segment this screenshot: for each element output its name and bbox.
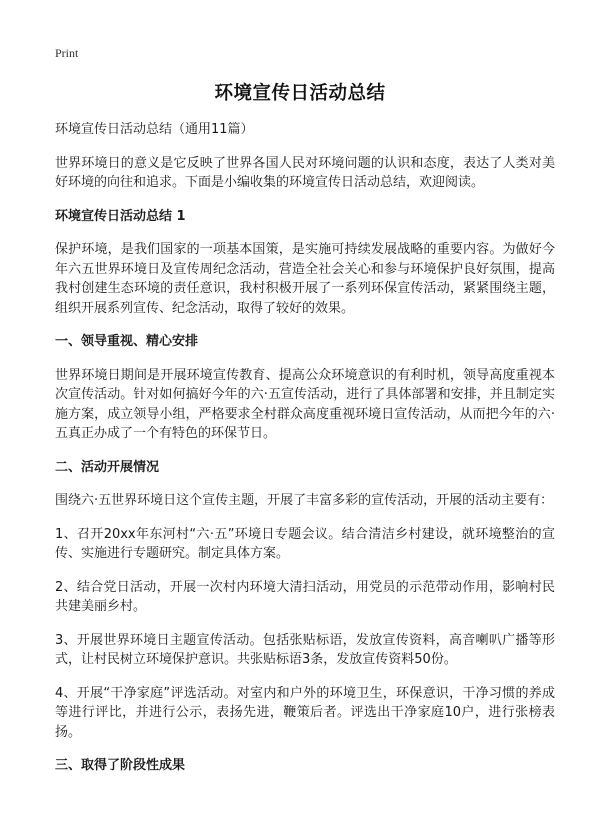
- list-item: 2、结合党日活动，开展一次村内环境大清扫活动，用党员的示范带动作用，影响村民共建美丽乡村。: [55, 579, 555, 614]
- subsection-heading: 二、活动开展情况: [55, 459, 160, 475]
- section-heading: 环境宣传日活动总结 1: [55, 208, 186, 224]
- document-body: [55, 120, 555, 790]
- intro-paragraph: 世界环境日的意义是它反映了世界各国人民对环境问题的认识和态度，表达了人类对美好环境的向往和追求。下面是小编收集的环境宣传日活动总结，欢迎阅读。: [55, 155, 555, 190]
- list-item: 1、召开20xx年东河村“六·五”环境日专题会议。结合清洁乡村建设，就环境整治的宣传、实施进行专题研究。制定具体方案。: [55, 526, 555, 561]
- subsection-paragraph: 围绕六·五世界环境日这个宣传主题，开展了丰富多彩的宣传活动，开展的活动主要有：: [55, 493, 554, 508]
- print-label: Print: [55, 46, 79, 60]
- list-item: 4、开展“干净家庭”评选活动。对室内和户外的环境卫生，环保意识，干净习惯的养成等进行评比，并进行公示，表扬先进，鞭策后者。评选出干净家庭10户，进行张榜表扬。: [55, 685, 555, 740]
- document-subtitle: 环境宣传日活动总结（通用11篇）: [55, 122, 254, 137]
- subsection-heading: 一、领导重视、精心安排: [55, 334, 199, 349]
- subsection-heading: 三、取得了阶段性成果: [55, 758, 186, 773]
- list-item: 3、开展世界环境日主题宣传活动。包括张贴标语，发放宣传资料，高音喇叭广播等形式，让村民树立环境保护意识。共张贴标语3条，发放宣传资料50份。: [55, 632, 555, 667]
- section-paragraph: 保护环境，是我们国家的一项基本国策，是实施可持续发展战略的重要内容。为做好今年六五世界环境日及宣传周纪念活动，营造全社会关心和参与环境保护良好氛围，提高我村创建生态环境的责任意识，我村积极开展了一系列环保宣传活动，紧紧围绕主题，组织开展系列宣传、纪念活动，取得了较好的效果。: [55, 242, 555, 316]
- page-title: 环境宣传日活动总结: [214, 83, 386, 104]
- subsection-paragraph: 世界环境日期间是开展环境宣传教育、提高公众环境意识的有利时机，领导高度重视本次宣传活动。针对如何搞好今年的六·五宣传活动，进行了具体部署和安排，并且制定实施方案，成立领导小组，严格要求全村群众高度重视环境日宣传活动，从而把今年的六·五真正办成了一个有特色的环保节日。: [55, 367, 555, 441]
